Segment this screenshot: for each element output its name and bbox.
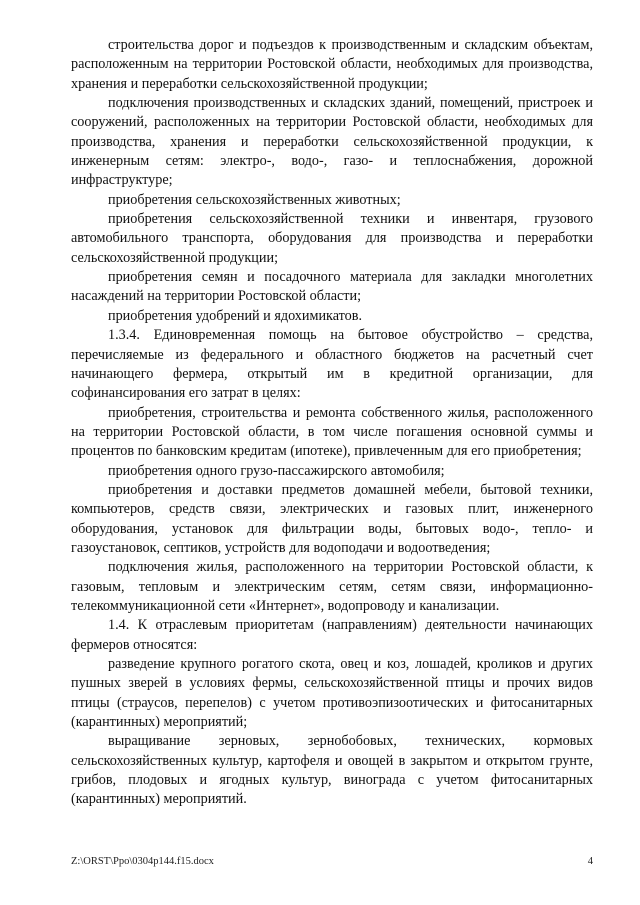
paragraph-fertilizers: приобретения удобрений и ядохимикатов. <box>108 307 363 324</box>
paragraph-section-1-4: 1.4. К отраслевым приоритетам (направлениям) деятельности начинающих фермеров относятся: <box>71 617 593 653</box>
paragraph-networks: подключения жилья, расположенного на территории Ростовской области, к газовым, тепловым и электрическим сетям, сетям связи, информационно-телекоммуникационной сети «Интернет», водопроводу и канализации. <box>71 559 593 614</box>
paragraph-seeds: приобретения семян и посадочного материала для закладки многолетних насаждений на территории Ростовской области; <box>71 269 593 305</box>
paragraph-roads: строительства дорог и подъездов к производственным и складским объектам, расположенным на территории Ростовской области, необходимых для производства, хранения и переработки сельскохозяйственной продукции; <box>71 37 593 92</box>
paragraph-crops: выращивание зерновых, зернобобовых, технических, кормовых сельскохозяйственных культур, картофеля и овощей в закрытом и открытом грунте, грибов, плодовых и ягодных культур, винограда с учетом фитосанитарных (карантинных) мероприятий. <box>71 733 593 808</box>
paragraph-vehicle: приобретения одного грузо-пассажирского автомобиля; <box>108 462 445 479</box>
paragraph-section-1-3-4: 1.3.4. Единовременная помощь на бытовое обустройство – средства, перечисляемые из федерального и областного бюджетов на расчетный счет начинающего фермера, открытый им в кредитной организации, для софинансирования его затрат в целях: <box>71 327 593 402</box>
page-footer <box>71 855 593 869</box>
paragraph-housing: приобретения, строительства и ремонта собственного жилья, расположенного на территории Ростовской области, в том числе погашения основной суммы и процентов по банковским кредитам (ипотеке), привлеченным для его приобретения; <box>71 404 593 460</box>
document-body <box>71 36 593 810</box>
paragraph-utilities: подключения производственных и складских зданий, помещений, пристроек и сооружений, расположенных на территории Ростовской области, необходимых для производства, хранения и переработки сельскохозяйственной продукции, к инженерным сетям: электро-, водо-, газо- и теплоснабжения, дорожной инфраструктуре; <box>71 95 593 189</box>
page-number: 4 <box>587 856 593 867</box>
paragraph-livestock: разведение крупного рогатого скота, овец и коз, лошадей, кроликов и других пушных зверей в условиях фермы, сельскохозяйственной птицы и прочих видов птицы (страусов, перепелов) с учетом противоэпизоотических и фитосанитарных (карантинных) мероприятий; <box>71 656 593 731</box>
paragraph-animals: приобретения сельскохозяйственных животных; <box>108 191 401 208</box>
footer-file-path: Z:\ORST\Ppo\0304p144.f15.docx <box>71 856 214 867</box>
paragraph-furniture: приобретения и доставки предметов домашней мебели, бытовой техники, компьютеров, средств связи, электрических и газовых плит, инженерного оборудования, установок для фильтрации воды, бытовых водо-, тепло- и газоустановок, септиков, устройств для водоподачи и водоотведения; <box>71 481 593 556</box>
paragraph-machinery: приобретения сельскохозяйственной техники и инвентаря, грузового автомобильного транспорта, оборудования для производства и переработки сельскохозяйственной продукции; <box>71 211 593 266</box>
